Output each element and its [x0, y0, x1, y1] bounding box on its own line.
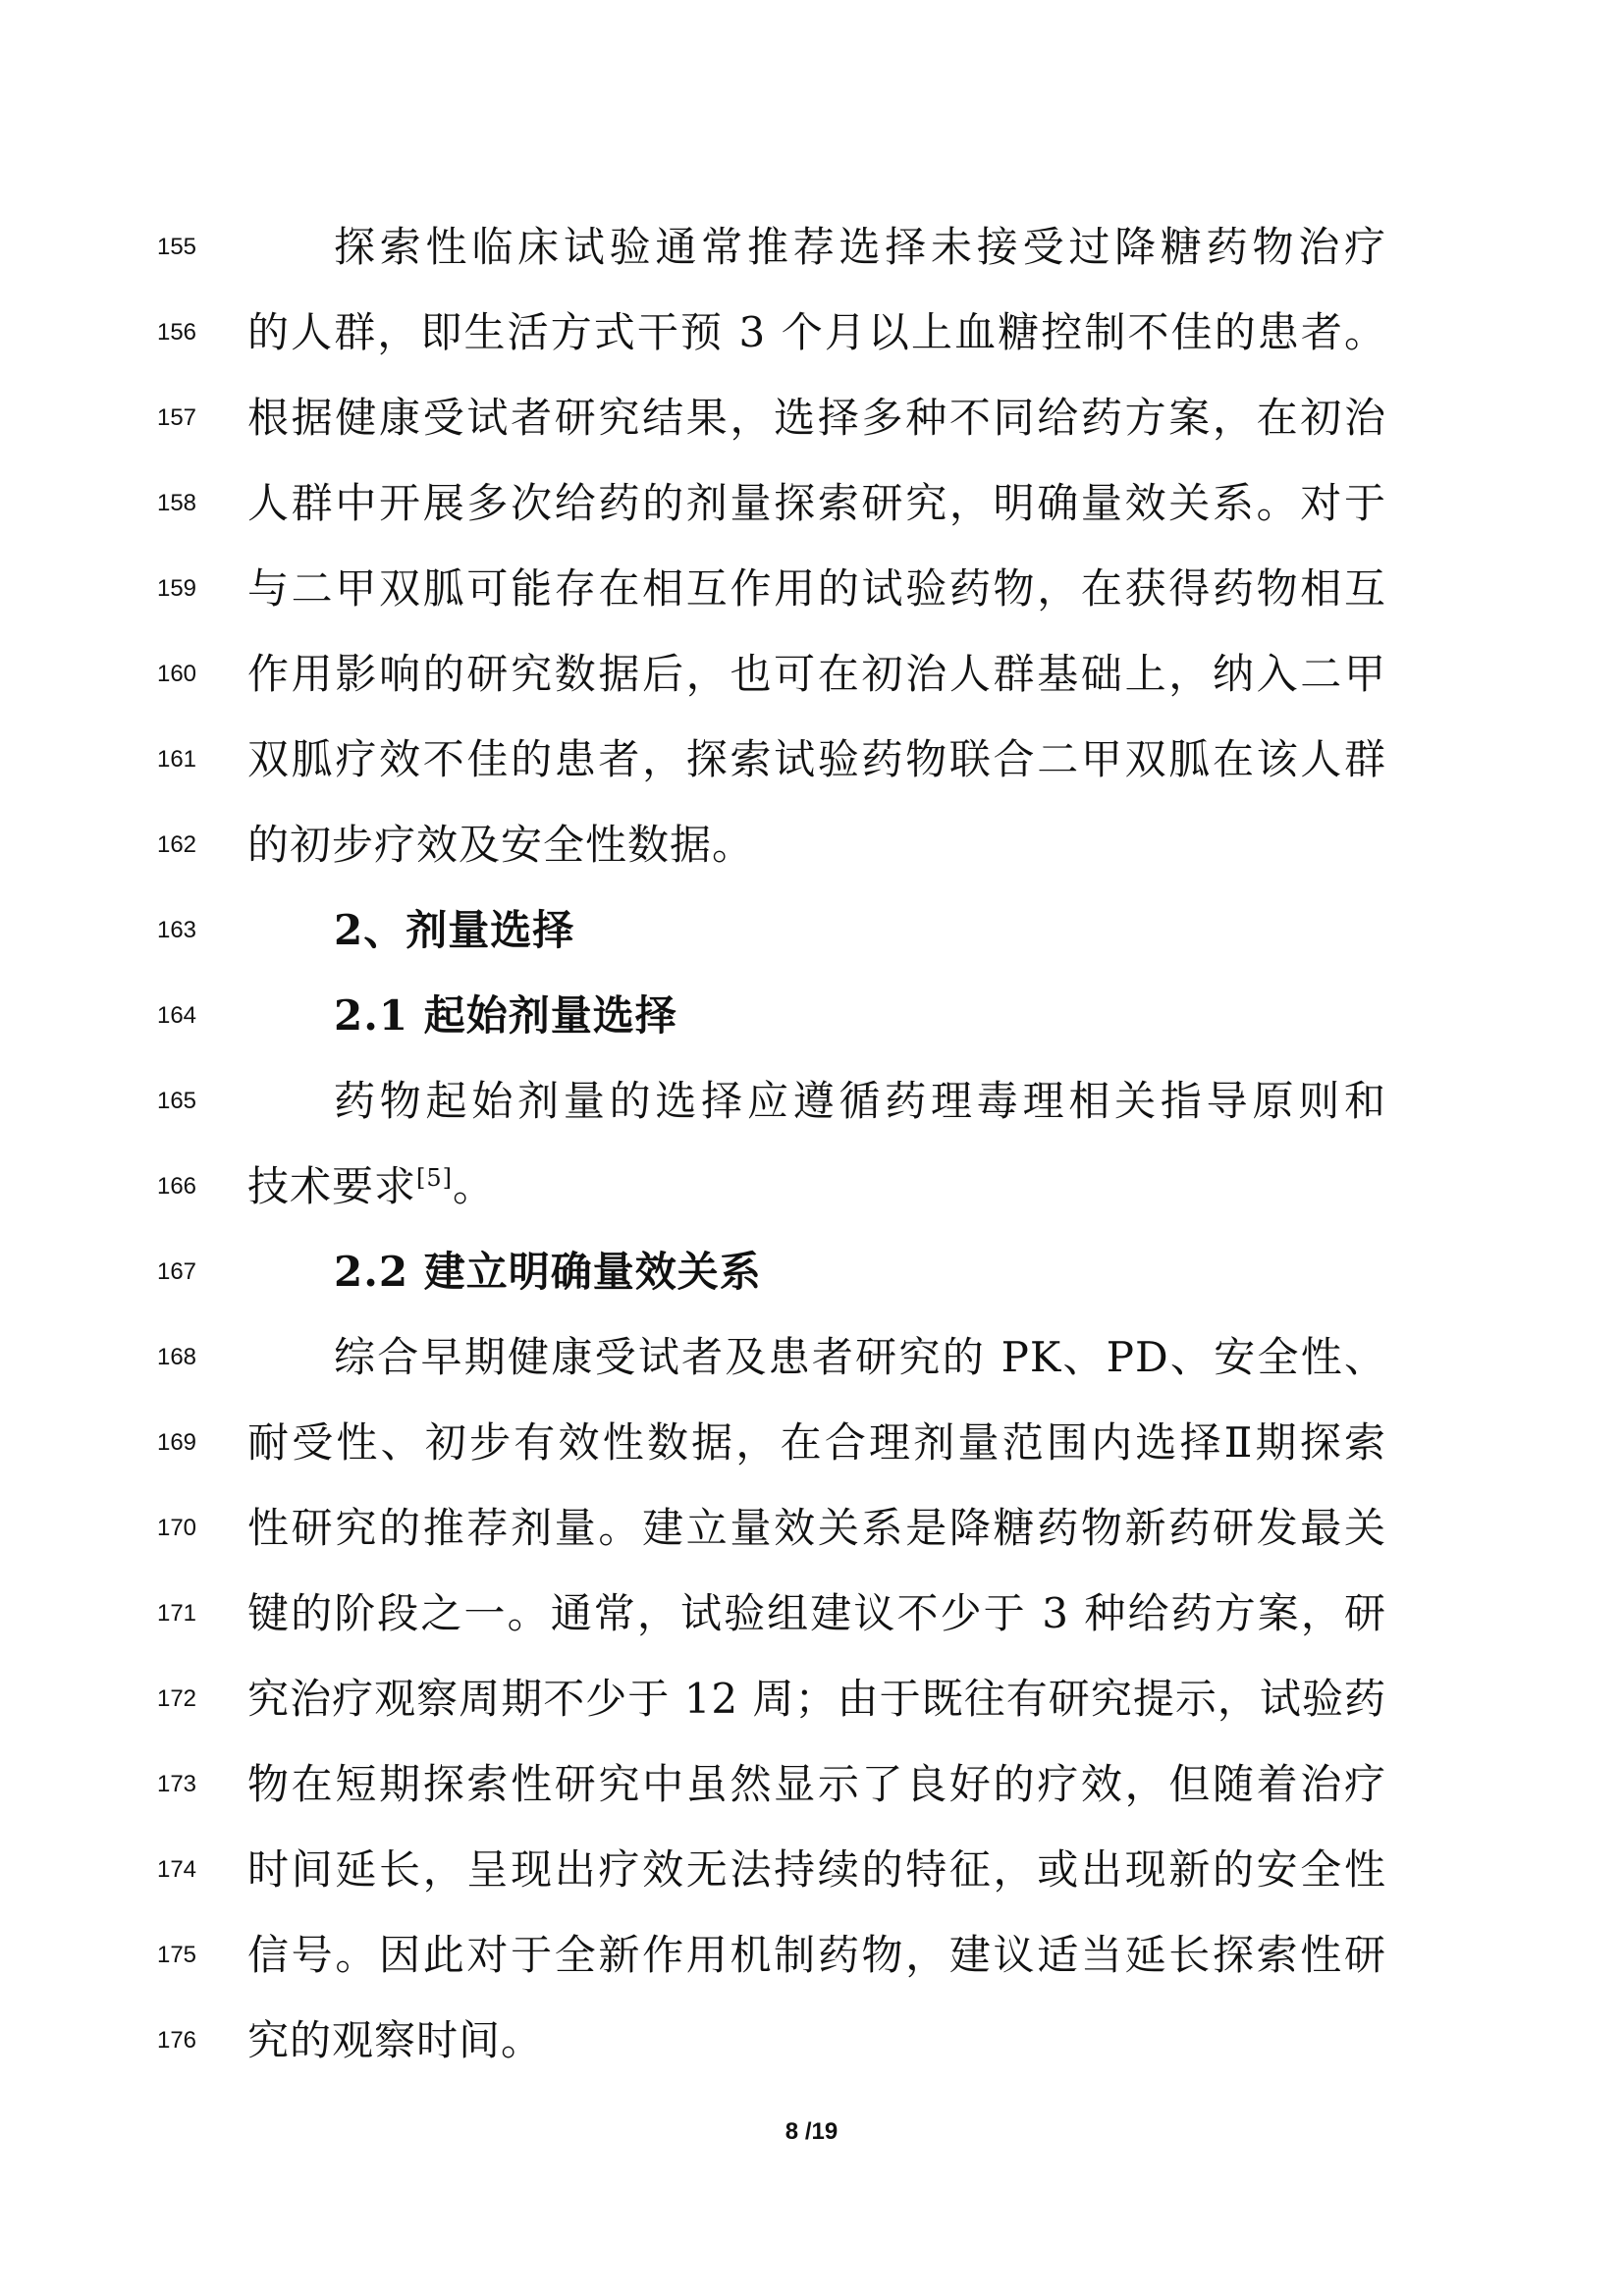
body-text	[247, 1148, 1386, 1226]
line-174	[0, 1831, 1623, 1909]
line-164	[0, 977, 1623, 1055]
line-163	[0, 891, 1623, 970]
line-number: 171	[156, 1600, 197, 1627]
line-158	[0, 464, 1623, 543]
body-text: 时间延长，呈现出疗效无法持续的特征，或出现新的安全性	[247, 1845, 1386, 1894]
line-number: 170	[156, 1515, 197, 1541]
subsection-heading: 2.2 建立明确量效关系	[334, 1248, 762, 1296]
line-number: 165	[156, 1088, 197, 1114]
line-161	[0, 721, 1623, 799]
line-175	[0, 1916, 1623, 1995]
line-number: 160	[156, 661, 197, 687]
line-number: 174	[156, 1856, 197, 1883]
body-text: 与二甲双胍可能存在相互作用的试验药物，在获得药物相互	[247, 564, 1386, 613]
body-text: 根据健康受试者研究结果，选择多种不同给药方案，在初治	[247, 394, 1386, 442]
line-165	[0, 1062, 1623, 1141]
line-number: 175	[156, 1942, 197, 1968]
body-text: 耐受性、初步有效性数据，在合理剂量范围内选择Ⅱ期探索	[247, 1418, 1386, 1467]
line-number: 167	[156, 1258, 197, 1285]
line-168	[0, 1318, 1623, 1397]
line-number: 156	[156, 319, 197, 346]
line-number: 162	[156, 831, 197, 858]
body-text: 的初步疗效及安全性数据。	[247, 821, 755, 869]
line-170	[0, 1489, 1623, 1568]
body-text-tail: 。	[453, 1162, 496, 1210]
line-172	[0, 1660, 1623, 1738]
body-text-main: 技术要求	[247, 1162, 417, 1210]
line-number: 161	[156, 746, 197, 773]
line-number: 166	[156, 1173, 197, 1200]
body-text: 的人群，即生活方式干预 3 个月以上血糖控制不佳的患者。	[247, 308, 1386, 356]
section-heading: 2、剂量选择	[334, 906, 575, 954]
line-number: 168	[156, 1344, 197, 1370]
line-162	[0, 806, 1623, 884]
line-number: 172	[156, 1685, 197, 1712]
body-text: 药物起始剂量的选择应遵循药理毒理相关指导原则和	[334, 1077, 1386, 1125]
page-number: 8 /19	[784, 2118, 839, 2145]
body-text: 人群中开展多次给药的剂量探索研究，明确量效关系。对于	[247, 479, 1386, 527]
line-number: 157	[156, 404, 197, 431]
line-number: 164	[156, 1002, 197, 1029]
body-text: 信号。因此对于全新作用机制药物，建议适当延长探索性研	[247, 1931, 1386, 1979]
line-159	[0, 550, 1623, 628]
line-number: 163	[156, 917, 197, 943]
body-text: 究的观察时间。	[247, 2016, 544, 2064]
line-number: 176	[156, 2027, 197, 2054]
line-155	[0, 208, 1623, 287]
line-171	[0, 1575, 1623, 1653]
body-text: 探索性临床试验通常推荐选择未接受过降糖药物治疗	[334, 223, 1386, 271]
line-156	[0, 294, 1623, 372]
line-157	[0, 379, 1623, 457]
body-text: 键的阶段之一。通常，试验组建议不少于 3 种给药方案，研	[247, 1589, 1386, 1637]
body-text: 物在短期探索性研究中虽然显示了良好的疗效，但随着治疗	[247, 1760, 1386, 1808]
line-number: 159	[156, 575, 197, 602]
line-167	[0, 1233, 1623, 1311]
line-166	[0, 1148, 1623, 1226]
line-number: 173	[156, 1771, 197, 1797]
line-number: 158	[156, 490, 197, 516]
body-text: 双胍疗效不佳的患者，探索试验药物联合二甲双胍在该人群	[247, 735, 1386, 783]
line-173	[0, 1745, 1623, 1824]
line-169	[0, 1404, 1623, 1482]
body-text: 作用影响的研究数据后，也可在初治人群基础上，纳入二甲	[247, 650, 1386, 698]
body-text: 究治疗观察周期不少于 12 周；由于既往有研究提示，试验药	[247, 1675, 1386, 1723]
body-text: 综合早期健康受试者及患者研究的 PK、PD、安全性、	[334, 1333, 1386, 1381]
line-number: 155	[156, 234, 197, 260]
line-176	[0, 2002, 1623, 2080]
line-160	[0, 635, 1623, 714]
line-number: 169	[156, 1429, 197, 1456]
subsection-heading: 2.1 起始剂量选择	[334, 991, 677, 1040]
body-text: 性研究的推荐剂量。建立量效关系是降糖药物新药研发最关	[247, 1504, 1386, 1552]
citation-reference[interactable]: [5]	[416, 1164, 454, 1192]
